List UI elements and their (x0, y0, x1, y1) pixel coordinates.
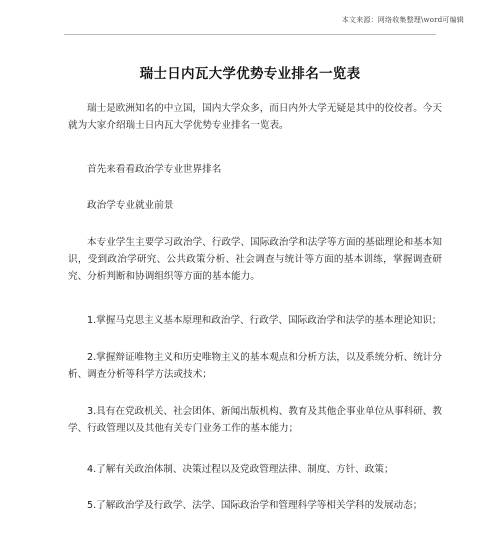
body-paragraph-intro (68, 100, 442, 134)
list-item-4 (68, 461, 442, 478)
paragraph-text: 1.掌握马克思主义基本原理和政治学、行政学、国际政治学和法学的基本理论知识； (87, 315, 442, 326)
paragraph-text: 5.了解政治学及行政学、法学、国际政治学和管理科学等相关学科的发展动态； (87, 500, 423, 511)
paragraph-text: 4.了解有关政治体制、决策过程以及党政管理法律、制度、方针、政策； (87, 464, 394, 475)
list-item-5 (68, 497, 442, 514)
body-paragraph-ranking-heading (68, 161, 442, 178)
list-item-1 (68, 312, 442, 329)
paragraph-text: 3.具有在党政机关、社会团体、新闻出版机构、教育及其他企事业单位从事科研、教学、行政管理以及其他有关专门业务工作的基本能力； (68, 406, 442, 434)
source-note: 本文来源：网络收集整理\word可编辑 (341, 16, 464, 24)
header-divider (64, 34, 436, 35)
document-title: 瑞士日内瓦大学优势专业排名一览表 (139, 66, 361, 82)
paragraph-text: 首先来看看政治学专业世界排名 (87, 164, 222, 175)
paragraph-text: 瑞士是欧洲知名的中立国，国内大学众多，而日内外大学无疑是其中的佼佼者。今天就为大家介绍瑞士日内瓦大学优势专业排名一览表。 (68, 103, 442, 131)
paragraph-text: 2.掌握辩证唯物主义和历史唯物主义的基本观点和分析方法，以及系统分析、统计分析、调查分析等科学方法或技术； (68, 352, 442, 380)
body-paragraph-prospects-heading (68, 197, 442, 214)
list-item-3 (68, 403, 442, 437)
paragraph-text: 政治学专业就业前景 (87, 200, 174, 211)
paragraph-text: 本专业学生主要学习政治学、行政学、国际政治学和法学等方面的基础理论和基本知识，受到政治学研究、公共政策分析、社会调查与统计等方面的基本训练，掌握调查研究、分析判断和协调组织等方面的基本能力。 (68, 237, 442, 282)
list-item-2 (68, 349, 442, 383)
body-paragraph-curriculum (68, 234, 442, 285)
